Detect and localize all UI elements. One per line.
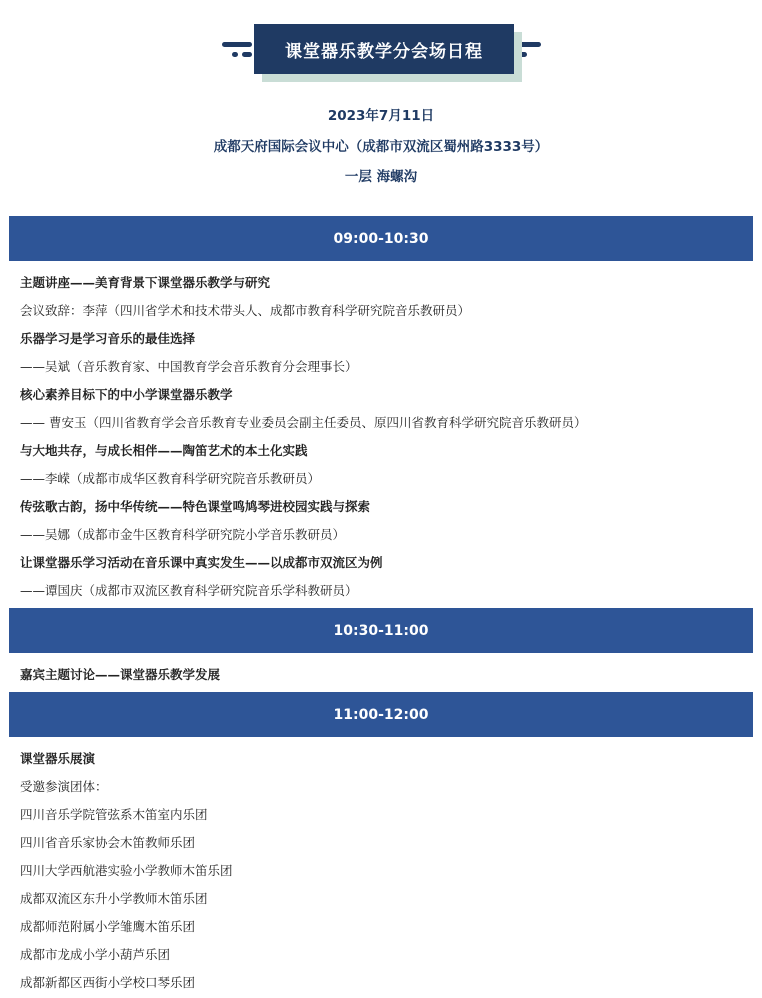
session-topic: 与大地共存，与成长相伴——陶笛艺术的本土化实践 [20, 443, 308, 458]
session-detail: 四川省音乐家协会木笛教师乐团 [20, 835, 196, 850]
event-venue: 成都天府国际会议中心（成都市双流区蜀州路3333号） [213, 139, 549, 155]
session-detail: 四川音乐学院管弦系木笛室内乐团 [20, 807, 208, 822]
session-detail: 会议致辞：李萍（四川省学术和技术带头人、成都市教育科学研究院音乐教研员） [20, 303, 471, 318]
left-decoration-line [222, 42, 252, 47]
session-topic: 核心素养目标下的中小学课堂器乐教学 [20, 387, 233, 402]
session-topic: 课堂器乐展演 [20, 751, 96, 766]
session-topic: 传弦歌古韵，扬中华传统——特色课堂鸣鸠琴进校园实践与探索 [20, 499, 371, 514]
left-decoration-dash [242, 52, 252, 57]
time-slot-bar: 10:30-11:00 [9, 608, 753, 653]
left-decoration-dot [232, 52, 238, 57]
session-topic: 乐器学习是学习音乐的最佳选择 [20, 331, 196, 346]
session-topic: 让课堂器乐学习活动在音乐课中真实发生——以成都市双流区为例 [20, 555, 383, 570]
session-topic: 嘉宾主题讨论——课堂器乐教学发展 [20, 667, 221, 682]
session-detail: 成都双流区东升小学教师木笛乐团 [20, 891, 208, 906]
session-detail: 成都师范附属小学雏鹰木笛乐团 [20, 919, 196, 934]
time-slot-bar: 09:00-10:30 [9, 216, 753, 261]
session-detail: ——吴娜（成都市金牛区教育科学研究院小学音乐教研员） [20, 527, 346, 542]
session-detail: ——李嵘（成都市成华区教育科学研究院音乐教研员） [20, 471, 321, 486]
session-topic: 主题讲座——美育背景下课堂器乐教学与研究 [20, 275, 271, 290]
title-banner [0, 0, 762, 90]
session-detail: ——谭国庆（成都市双流区教育科学研究院音乐学科教研员） [20, 583, 358, 598]
event-date: 2023年7月11日 [327, 108, 435, 124]
page-title: 课堂器乐教学分会场日程 [254, 24, 514, 74]
session-detail: —— 曹安玉（四川省教育学会音乐教育专业委员会副主任委员、原四川省教育科学研究院音乐教研员） [20, 415, 587, 430]
session-detail: 四川大学西航港实验小学教师木笛乐团 [20, 863, 233, 878]
time-slot-bar: 11:00-12:00 [9, 692, 753, 737]
session-detail: 成都新都区西街小学校口琴乐团 [20, 975, 196, 990]
session-detail: ——吴斌（音乐教育家、中国教育学会音乐教育分会理事长） [20, 359, 358, 374]
session-detail: 受邀参演团体： [20, 779, 108, 794]
event-room: 一层 海螺沟 [344, 169, 418, 185]
session-detail: 成都市龙成小学小葫芦乐团 [20, 947, 171, 962]
